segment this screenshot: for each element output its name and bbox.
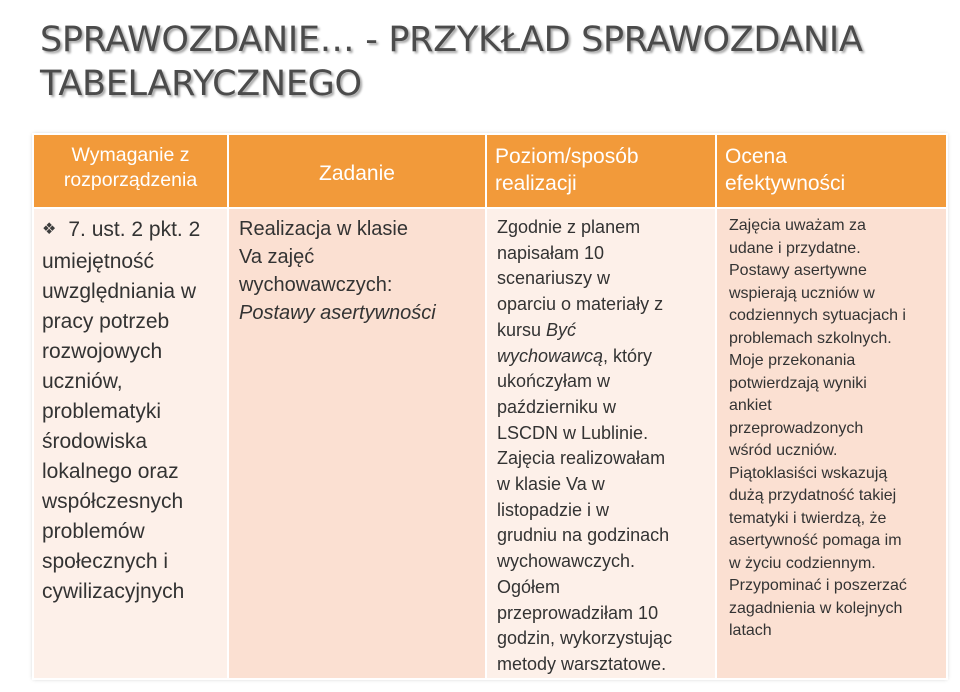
requirement-line: uczniów, — [42, 370, 123, 393]
table-header-row — [33, 134, 947, 208]
task-topic: Postawy asertywności — [239, 302, 436, 324]
requirement-line: problemów — [42, 520, 145, 543]
header-realization-line-2: realizacji — [495, 172, 577, 195]
realization-line: grudniu na godzinach — [497, 525, 670, 546]
evaluation-line: ankiet — [729, 397, 772, 414]
evaluation-line: Moje przekonania — [729, 352, 856, 369]
evaluation-line: Zajęcia uważam za — [729, 217, 866, 234]
diamond-bullet-icon: ❖ — [42, 221, 57, 238]
realization-line — [497, 318, 707, 344]
requirement-line: problematyki — [42, 400, 162, 423]
course-title-part: wychowawcą — [497, 345, 604, 366]
realization-line: w klasie Va w — [497, 474, 605, 495]
header-requirement — [33, 134, 228, 208]
realization-line: październiku w — [497, 396, 617, 417]
realization-line: listopadzie i w — [497, 499, 610, 520]
evaluation-line: dużą przydatność takiej — [729, 487, 897, 504]
realization-line: oparciu o materiały z — [497, 294, 664, 315]
realization-line: ukończyłam w — [497, 371, 611, 392]
realization-text: , który — [603, 345, 653, 366]
header-evaluation — [716, 134, 947, 208]
cell-task — [228, 208, 486, 679]
evaluation-line: problemach szkolnych. — [729, 329, 892, 347]
evaluation-line: codziennych sytuacjach i — [729, 307, 906, 324]
evaluation-line: asertywność pomaga im — [729, 532, 902, 549]
slide-title — [40, 18, 940, 106]
evaluation-line: Przypominać i poszerzać — [729, 577, 907, 594]
realization-line: wychowawczych. — [497, 551, 636, 572]
evaluation-line: Piątoklasiści wskazują — [729, 464, 888, 482]
evaluation-line: w życiu codziennym. — [729, 554, 876, 572]
report-table-container — [32, 133, 946, 678]
evaluation-line: latach — [729, 622, 772, 639]
realization-line — [497, 344, 707, 370]
requirement-line: pracy potrzeb — [42, 310, 170, 333]
requirement-line: współczesnych — [42, 490, 184, 513]
header-requirement-line-2: rozporządzenia — [63, 169, 198, 191]
cell-evaluation — [716, 208, 947, 679]
task-line: Realizacja w klasie — [239, 218, 408, 240]
realization-line: Zajęcia realizowałam — [497, 448, 666, 469]
realization-line: Zgodnie z planem — [497, 217, 641, 237]
slide-title-line-1: SPRAWOZDANIE… - PRZYKŁAD SPRAWOZDANIA — [40, 20, 863, 60]
realization-line: przeprowadziłam 10 — [497, 602, 659, 623]
header-requirement-line-1: Wymaganie z — [71, 144, 190, 166]
report-table — [32, 133, 948, 680]
header-evaluation-line-1: Ocena — [725, 145, 787, 168]
course-title-part: Być — [546, 319, 577, 340]
requirement-line: umiejętność — [42, 250, 155, 273]
requirement-line: cywilizacyjnych — [42, 580, 185, 603]
evaluation-line: udane i przydatne. — [729, 239, 861, 257]
realization-line: Ogółem — [497, 576, 561, 597]
realization-line: LSCDN w Lublinie. — [497, 422, 649, 443]
requirement-line: społecznych i — [42, 550, 169, 573]
cell-realization — [486, 208, 716, 679]
evaluation-line: potwierdzają wyniki — [729, 374, 867, 392]
task-line: wychowawczych: — [239, 274, 393, 296]
requirement-first-line — [42, 215, 219, 247]
evaluation-line: wspierają uczniów w — [729, 284, 875, 302]
header-realization-line-1: Poziom/sposób — [495, 145, 639, 168]
realization-line: metody warsztatowe. — [497, 653, 667, 674]
evaluation-line: przeprowadzonych — [729, 419, 864, 437]
realization-text: kursu — [497, 319, 547, 340]
requirement-line: rozwojowych — [42, 340, 163, 363]
realization-line: scenariuszy w — [497, 268, 611, 289]
task-line: Va zajęć — [239, 246, 315, 268]
evaluation-line: tematyki i twierdzą, że — [729, 509, 887, 527]
requirement-line: lokalnego oraz — [42, 460, 179, 483]
evaluation-line: wśród uczniów. — [729, 442, 838, 459]
requirement-line: uwzględniania w — [42, 280, 197, 303]
evaluation-line: zagadnienia w kolejnych — [729, 599, 903, 617]
slide-title-line-2: TABELARYCZNEGO — [40, 64, 362, 104]
header-evaluation-line-2: efektywności — [725, 172, 846, 195]
evaluation-line: Postawy asertywne — [729, 262, 867, 279]
requirement-line: środowiska — [42, 430, 148, 453]
requirement-line: 7. ust. 2 pkt. 2 — [68, 218, 201, 241]
header-task: Zadanie — [228, 134, 486, 208]
cell-requirement — [33, 208, 228, 679]
realization-line: napisałam 10 — [497, 242, 605, 263]
header-realization — [486, 134, 716, 208]
table-row — [33, 208, 947, 679]
realization-line: godzin, wykorzystując — [497, 628, 673, 649]
